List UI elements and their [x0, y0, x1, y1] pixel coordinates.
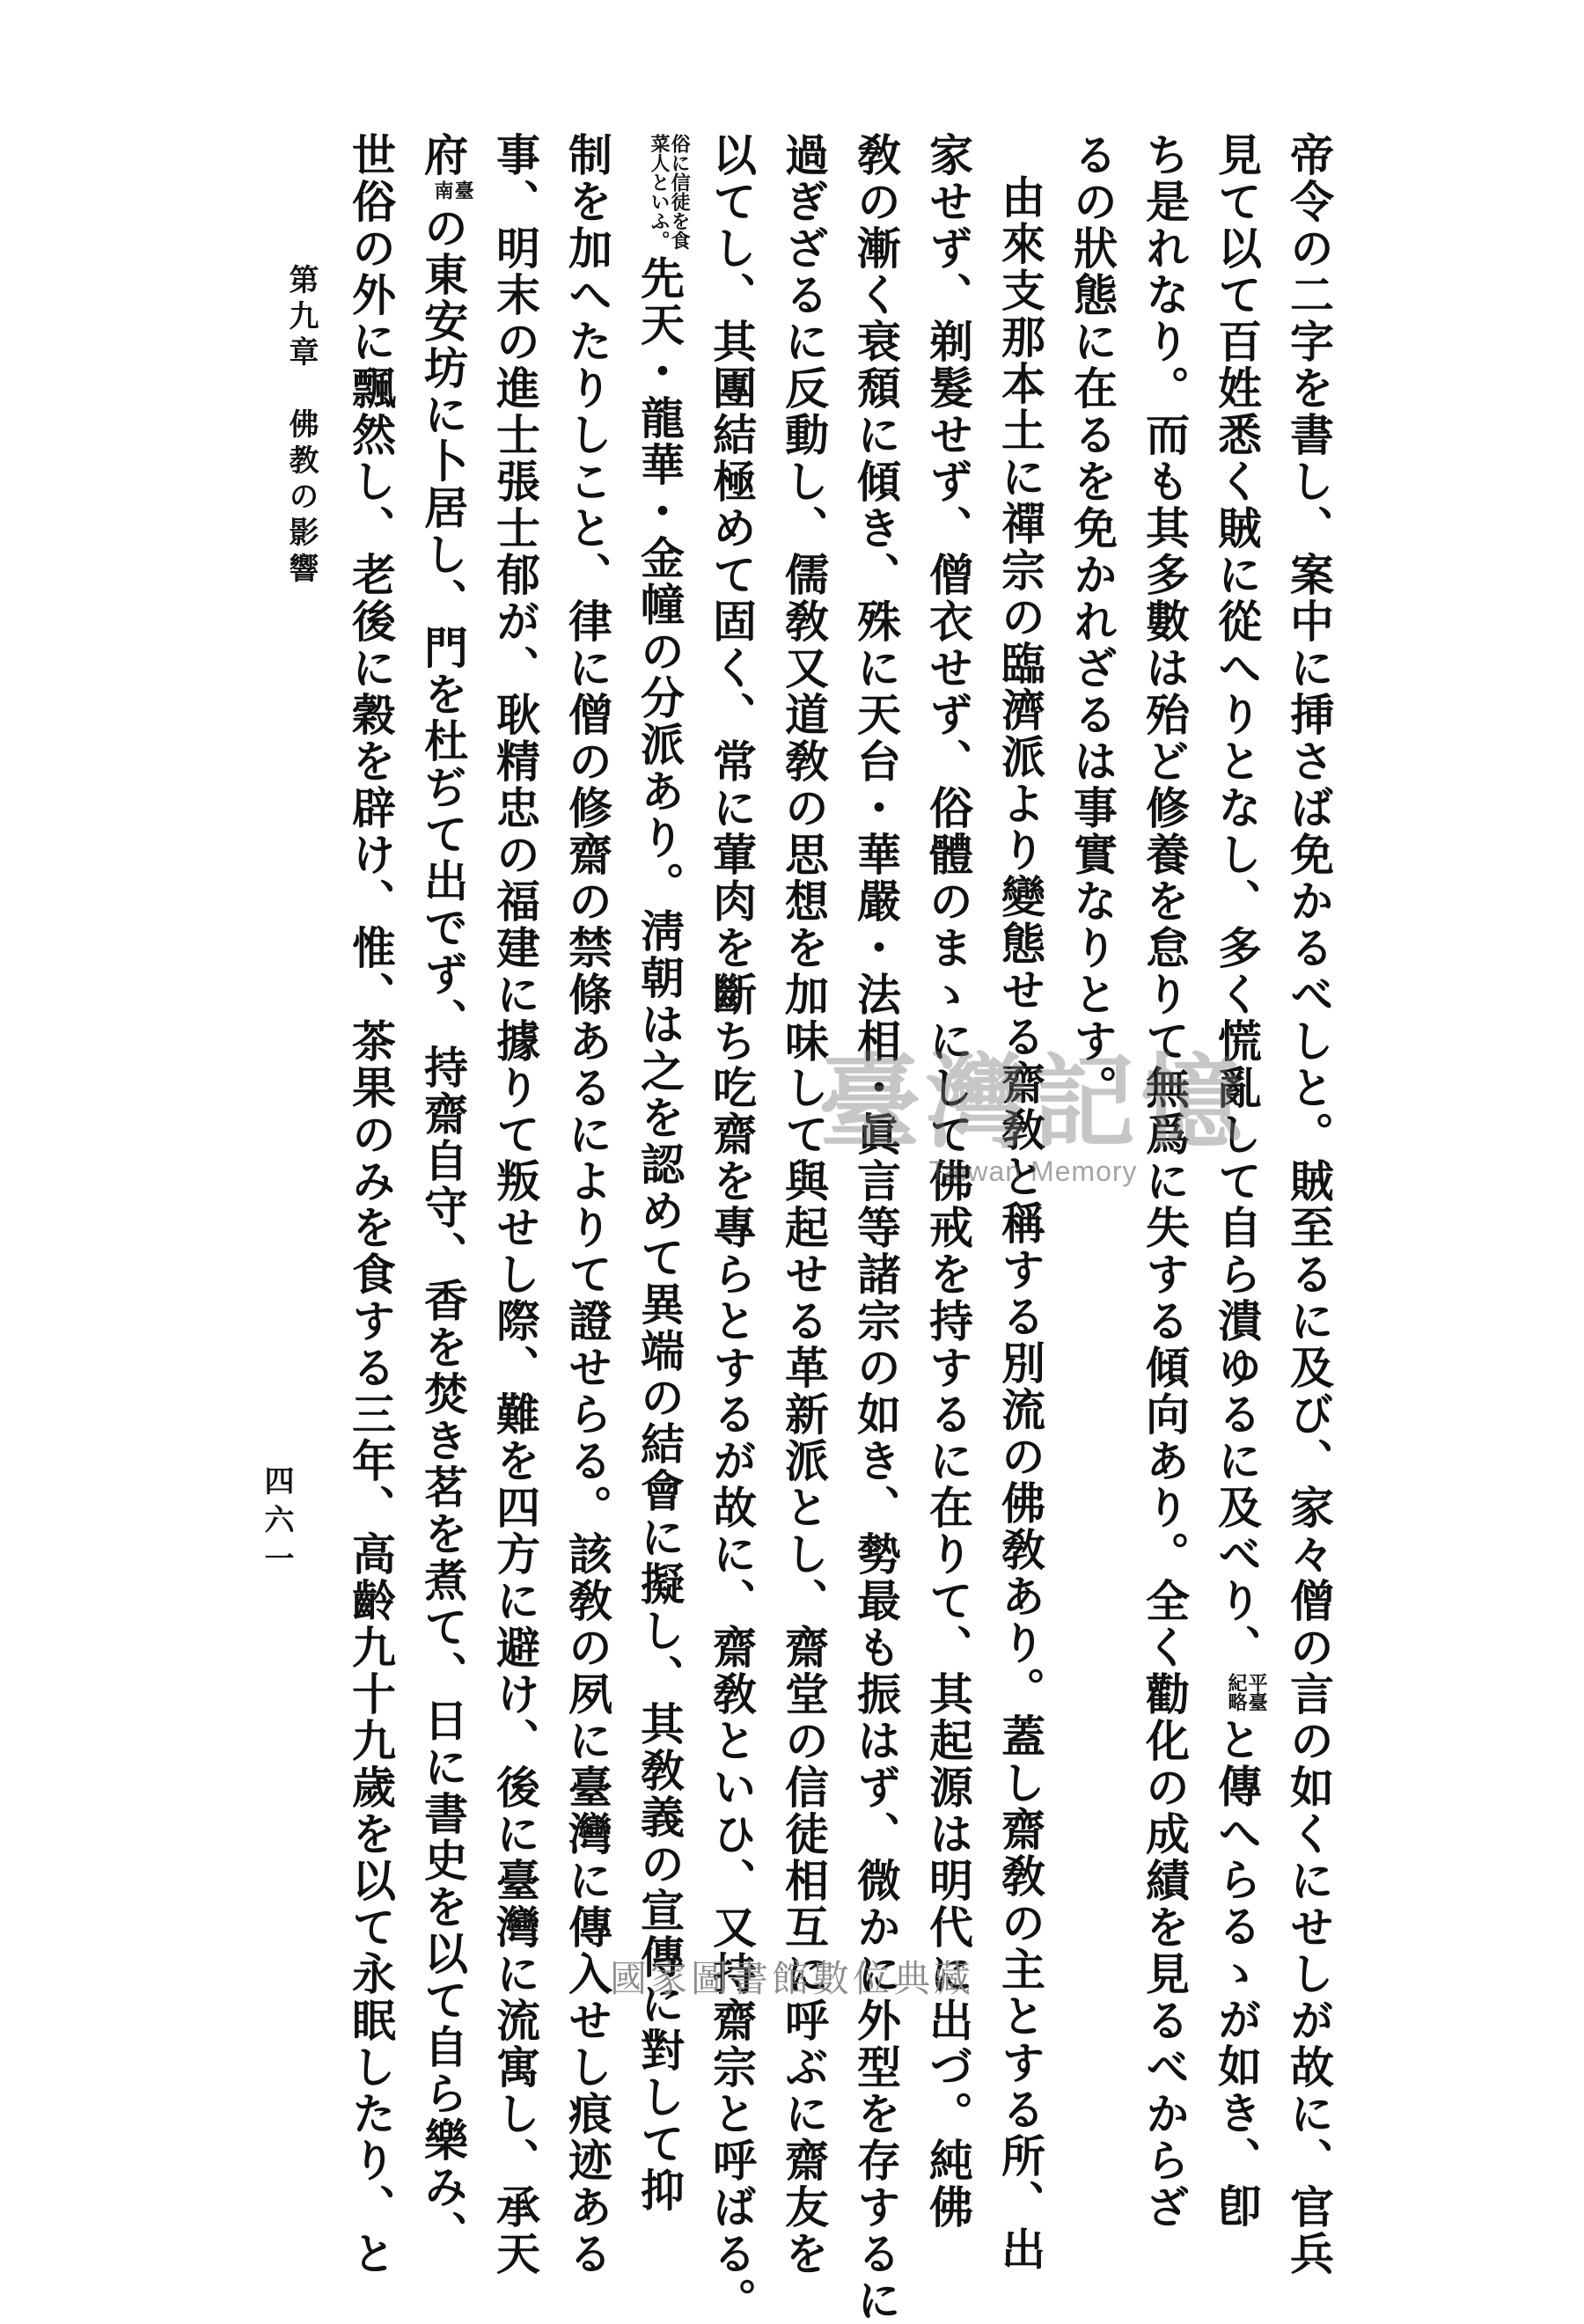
text-column-13-main: の東安坊に卜居し、門を杜ぢて出でず、持齋自守、香を焚き茗を煮て、日に書史を以て自ら樂み、 [417, 205, 469, 2257]
text-column-6: 家せず、剃髮せず、僧衣せず、俗體のまゝにして佛戒を持するに在りて、其起源は明代に出づ。純佛 [922, 132, 974, 2231]
text-column-2-main: 見て以て百姓悉く賊に從へりとなし、多く慌亂して自ら潰ゆるに及べり、 [1211, 132, 1263, 1671]
text-column-11: 制を加へたりしこと、律に僧の修齋の禁條あるによりて證せらる。該敎の夙に臺灣に傳入せし痕迹ある [561, 132, 613, 2277]
annotation-zhaicai [648, 134, 692, 250]
annotation-zhaicai-line-1: 俗に信徒を食 [668, 134, 692, 250]
text-column-12: 事、明末の進士張士郁が、耿精忠の福建に據りて叛せし際、難を四方に避け、後に臺灣に流寓し、承天 [489, 132, 541, 2277]
annotation-pingtai-jilue [1225, 1673, 1269, 1712]
text-column-3: ち是れなり。而も其多數は殆ど修養を怠りて無爲に失する傾向あり。全く勸化の成績を見るべからざ [1139, 132, 1191, 2231]
annotation-pingtai-line-1: 平臺 [1245, 1673, 1269, 1712]
text-column-14: 世俗の外に飄然し、老後に穀を辟け、惟、茶果のみを食する三年、高齡九十九歲を以て永眠したり、と [345, 132, 397, 2277]
text-column-9: 以てし、其團結極めて固く、常に葷肉を斷ち吃齋を專らとするが故に、齋敎といひ、又持齋宗と呼ばる。 [706, 132, 758, 2324]
chapter-header: 第九章 佛教の影響 [283, 264, 319, 589]
watermark-main-text: 臺灣記憶 [818, 1043, 1248, 1162]
text-column-13 [417, 132, 475, 2257]
text-column-2-tail: と傳へらるゝが如き、卽 [1211, 1717, 1263, 2230]
text-column-7: 敎の漸く衰頹に傾き、殊に天台・華嚴・法相・眞言等諸宗の如き、勢最も振はず、微かに外型を存するに [850, 132, 902, 2324]
footer-collection-label: 國家圖書館數位典藏 [609, 1957, 974, 2000]
annotation-pingtai-line-2: 紀略 [1225, 1673, 1248, 1712]
text-column-10-main: 先天・龍華・金幢の分派あり。淸朝は之を認めて異端の結會に擬し、其敎義の宣傳に對して抑 [634, 255, 686, 2214]
text-column-4: るの狀態に在るを免かれざるは事實なりとす。 [1067, 132, 1118, 1111]
text-column-8: 過ぎざるに反動し、儒敎又道敎の思想を加味して與起せる革新派とし、齋堂の信徒相互に呼ぶに齋友を [778, 132, 830, 2277]
text-column-10 [634, 132, 692, 2214]
annotation-tainan-line-2: 南 [431, 180, 454, 200]
taiwan-memory-watermark [818, 1021, 1248, 1188]
annotation-tainan-line-1: 臺 [451, 180, 475, 200]
watermark-sub-text: Taiwan Memory [928, 1155, 1138, 1187]
text-column-1: 帝令の二字を書し、案中に挿さば免かるべしと。賊至るに及び、家々僧の言の如くにせしが故に、官兵 [1283, 132, 1335, 2277]
annotation-zhaicai-line-2: 菜人といふ。 [648, 134, 671, 250]
page-number: 四六一 [259, 1465, 294, 1581]
text-column-13-prefix: 府 [417, 132, 469, 179]
annotation-tainan [432, 180, 473, 200]
text-column-5: 由來支那本土に禪宗の臨濟派より變態せる齋敎と稱する別流の佛敎あり。蓋し齋敎の主とする所、出 [994, 174, 1046, 2273]
